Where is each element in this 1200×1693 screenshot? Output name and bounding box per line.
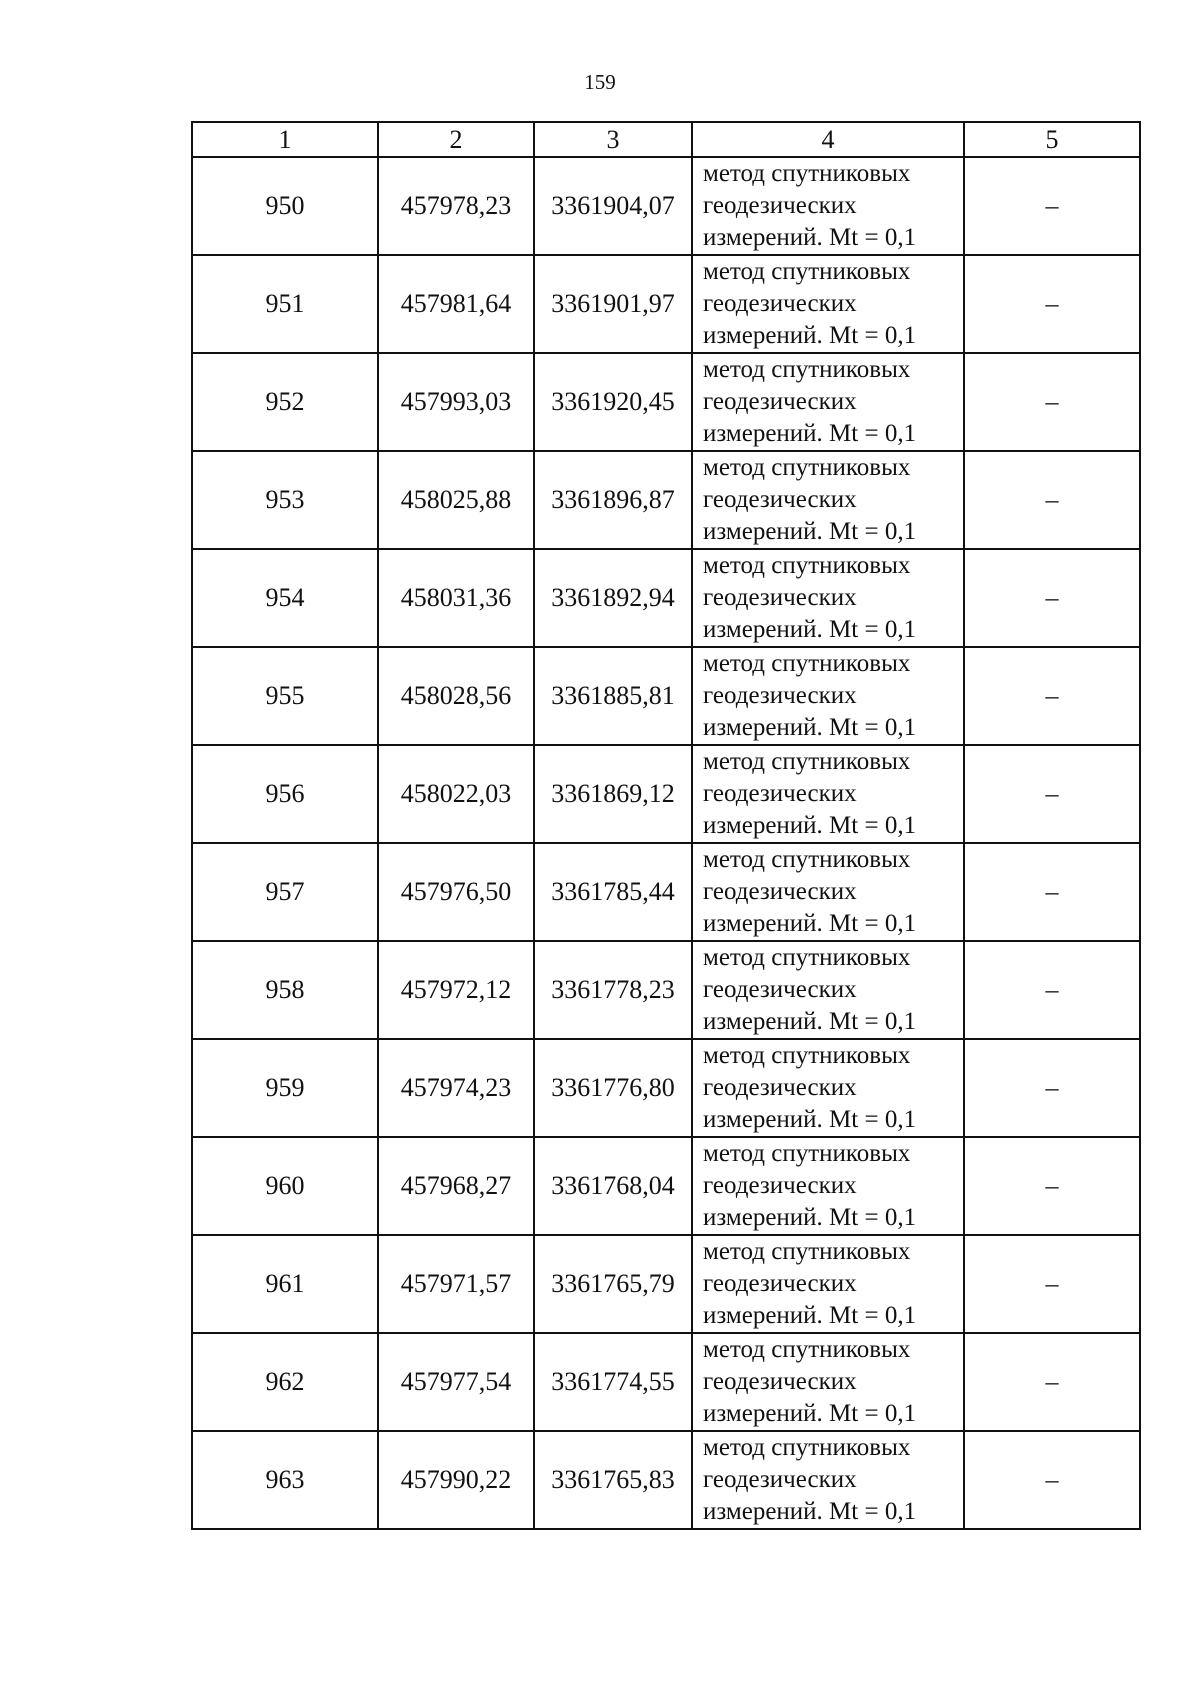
y-coordinate-cell: 3361778,23 (534, 941, 692, 1039)
method-cell: метод спутниковых геодезических измерений. Mt = 0,1 (692, 1333, 964, 1431)
x-coordinate-cell: 457971,57 (378, 1235, 534, 1333)
column-header-3: 3 (534, 122, 692, 157)
table-row (192, 941, 1140, 1039)
method-cell: метод спутниковых геодезических измерений. Mt = 0,1 (692, 1431, 964, 1529)
table-row (192, 549, 1140, 647)
point-cell: 960 (192, 1137, 378, 1235)
y-coordinate-cell: 3361901,97 (534, 255, 692, 353)
x-coordinate-cell: 457968,27 (378, 1137, 534, 1235)
point-cell: 958 (192, 941, 378, 1039)
table-row (192, 647, 1140, 745)
note-cell: – (964, 157, 1140, 255)
x-coordinate-cell: 457993,03 (378, 353, 534, 451)
x-coordinate-cell: 457976,50 (378, 843, 534, 941)
table-row (192, 157, 1140, 255)
y-coordinate-cell: 3361785,44 (534, 843, 692, 941)
method-cell: метод спутниковых геодезических измерений. Mt = 0,1 (692, 255, 964, 353)
x-coordinate-cell: 457978,23 (378, 157, 534, 255)
note-cell: – (964, 1137, 1140, 1235)
y-coordinate-cell: 3361765,79 (534, 1235, 692, 1333)
note-cell: – (964, 745, 1140, 843)
table-row (192, 1333, 1140, 1431)
x-coordinate-cell: 458028,56 (378, 647, 534, 745)
table-row (192, 255, 1140, 353)
page-number: 159 (584, 70, 616, 94)
x-coordinate-cell: 458022,03 (378, 745, 534, 843)
point-cell: 952 (192, 353, 378, 451)
coordinates-table (191, 121, 1141, 1530)
method-cell: метод спутниковых геодезических измерений. Mt = 0,1 (692, 745, 964, 843)
table-row (192, 745, 1140, 843)
note-cell: – (964, 353, 1140, 451)
method-cell: метод спутниковых геодезических измерений. Mt = 0,1 (692, 1137, 964, 1235)
x-coordinate-cell: 457977,54 (378, 1333, 534, 1431)
x-coordinate-cell: 458025,88 (378, 451, 534, 549)
method-cell: метод спутниковых геодезических измерений. Mt = 0,1 (692, 549, 964, 647)
point-cell: 955 (192, 647, 378, 745)
y-coordinate-cell: 3361869,12 (534, 745, 692, 843)
point-cell: 962 (192, 1333, 378, 1431)
method-cell: метод спутниковых геодезических измерений. Mt = 0,1 (692, 157, 964, 255)
method-cell: метод спутниковых геодезических измерений. Mt = 0,1 (692, 941, 964, 1039)
x-coordinate-cell: 457981,64 (378, 255, 534, 353)
x-coordinate-cell: 457974,23 (378, 1039, 534, 1137)
y-coordinate-cell: 3361904,07 (534, 157, 692, 255)
note-cell: – (964, 1235, 1140, 1333)
point-cell: 963 (192, 1431, 378, 1529)
y-coordinate-cell: 3361765,83 (534, 1431, 692, 1529)
y-coordinate-cell: 3361885,81 (534, 647, 692, 745)
point-cell: 957 (192, 843, 378, 941)
note-cell: – (964, 843, 1140, 941)
table-row (192, 1039, 1140, 1137)
point-cell: 953 (192, 451, 378, 549)
table-row (192, 1431, 1140, 1529)
y-coordinate-cell: 3361768,04 (534, 1137, 692, 1235)
point-cell: 950 (192, 157, 378, 255)
point-cell: 951 (192, 255, 378, 353)
column-header-5: 5 (964, 122, 1140, 157)
method-cell: метод спутниковых геодезических измерений. Mt = 0,1 (692, 647, 964, 745)
table-row (192, 451, 1140, 549)
column-header-4: 4 (692, 122, 964, 157)
method-cell: метод спутниковых геодезических измерений. Mt = 0,1 (692, 1235, 964, 1333)
method-cell: метод спутниковых геодезических измерений. Mt = 0,1 (692, 353, 964, 451)
note-cell: – (964, 647, 1140, 745)
table-header-row (192, 122, 1140, 157)
table-row (192, 1137, 1140, 1235)
x-coordinate-cell: 457972,12 (378, 941, 534, 1039)
table-row (192, 1235, 1140, 1333)
note-cell: – (964, 1039, 1140, 1137)
note-cell: – (964, 255, 1140, 353)
y-coordinate-cell: 3361774,55 (534, 1333, 692, 1431)
point-cell: 959 (192, 1039, 378, 1137)
x-coordinate-cell: 457990,22 (378, 1431, 534, 1529)
table-row (192, 843, 1140, 941)
point-cell: 961 (192, 1235, 378, 1333)
point-cell: 956 (192, 745, 378, 843)
method-cell: метод спутниковых геодезических измерений. Mt = 0,1 (692, 451, 964, 549)
y-coordinate-cell: 3361920,45 (534, 353, 692, 451)
note-cell: – (964, 451, 1140, 549)
note-cell: – (964, 1333, 1140, 1431)
column-header-2: 2 (378, 122, 534, 157)
table-row (192, 353, 1140, 451)
note-cell: – (964, 549, 1140, 647)
y-coordinate-cell: 3361896,87 (534, 451, 692, 549)
note-cell: – (964, 1431, 1140, 1529)
method-cell: метод спутниковых геодезических измерений. Mt = 0,1 (692, 1039, 964, 1137)
point-cell: 954 (192, 549, 378, 647)
y-coordinate-cell: 3361892,94 (534, 549, 692, 647)
note-cell: – (964, 941, 1140, 1039)
y-coordinate-cell: 3361776,80 (534, 1039, 692, 1137)
method-cell: метод спутниковых геодезических измерений. Mt = 0,1 (692, 843, 964, 941)
column-header-1: 1 (192, 122, 378, 157)
x-coordinate-cell: 458031,36 (378, 549, 534, 647)
